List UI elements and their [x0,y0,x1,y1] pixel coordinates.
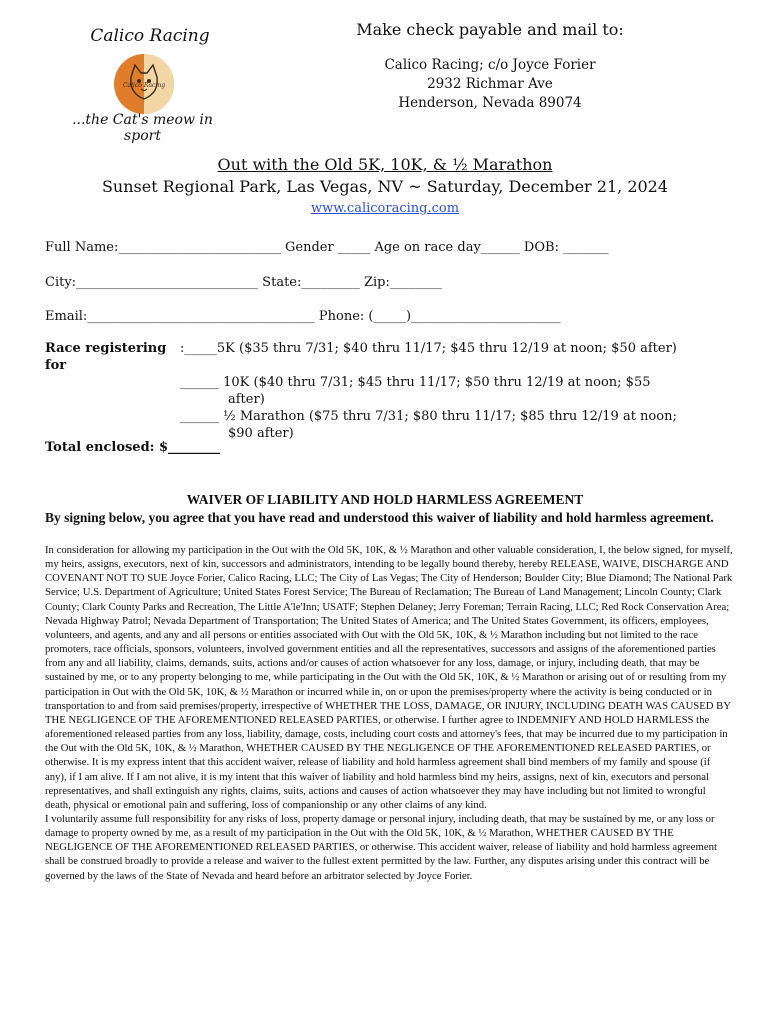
event-header [40,154,730,220]
form-line-name[interactable]: Full Name:_________________________ Gender _____ Age on race day______ DOB: _______ [45,240,609,255]
waiver-body [45,543,733,883]
form-line-email[interactable]: Email:___________________________________ Phone: (_____)_______________________ [45,309,561,324]
calico-racing-logo [55,26,230,144]
event-location-date: Sunset Regional Park, Las Vegas, NV ~ Saturday, December 21, 2024 [101,177,669,196]
race-option-10k[interactable]: ______ 10K ($40 thru 7/31; $45 thru 11/17; $50 thru 12/19 at noon; $55 [180,375,651,390]
waiver-title: WAIVER OF LIABILITY AND HOLD HARMLESS AGREEMENT [186,492,584,507]
calico-cat-emblem-icon [113,53,175,115]
waiver-paragraph: I voluntarily assume full responsibility for any risks of loss, property damage or personal injury, including death, that may be sustained by me, or any loss or damage to property owned by me, as a result of my participation in the Out with the Old 5K, 10K, & ½ Marathon, WHETHER CAUSED BY THE NEGLIGENCE OF THE AFOREMENTIONED RELEASED PARTIES, or otherwise. This accident waiver, release of liability and hold harmless agreement shall be construed broadly to provide a release and waiver to the fullest extent permitted by the law. Further, any disputes arising under this contract will be governed by the laws of the State of Nevada and heard before an arbitrator selected by Joyce Forier. [45,812,717,882]
race-option-10k-cont: after) [228,392,265,407]
race-option-half-marathon[interactable]: ______ ½ Marathon ($75 thru 7/31; $80 thru 11/17; $85 thru 12/19 at noon; [180,409,677,424]
waiver-lead: By signing below, you agree that you have read and understood this waiver of liability and hold harmless agreement. [45,510,714,525]
event-title: Out with the Old 5K, 10K, & ½ Marathon [217,155,553,174]
mail-address-line: 2932 Richmar Ave [427,76,553,92]
total-enclosed-field[interactable]: Total enclosed: $________ [45,440,221,455]
race-selection [45,340,735,442]
mail-address-line: Calico Racing; c/o Joyce Forier [384,57,596,73]
logo-title: Calico Racing [90,26,210,46]
mail-heading: Make check payable and mail to: [356,20,624,39]
race-option-half-marathon-cont: $90 after) [228,426,294,441]
race-option-5k[interactable]: :_____5K ($35 thru 7/31; $40 thru 11/17; $45 thru 12/19 at noon; $50 after) [180,341,677,356]
event-website-link[interactable]: www.calicoracing.com [310,201,460,216]
race-label: Race registering for [45,341,167,373]
form-line-city[interactable]: City:____________________________ State:_________ Zip:________ [45,275,442,290]
waiver-paragraph: In consideration for allowing my participation in the Out with the Old 5K, 10K, & ½ Marathon and other valuable consideration, I, the below signed, for myself, my heirs, assigns, executors, next of kin, successors and administrators, intending to be legally bound thereby, hereby RELEASE, WAIVE, DISCHARGE AND COVENANT NOT TO SUE Joyce Forier, Calico Racing, LLC; The City of Las Vegas; The City of Henderson; Boulder City; Blue Diamond; The National Park Service; U.S. Department of Agriculture; United States Forest Service; The Bureau of Reclamation; The Bureau of Land Management; Lincoln County; Clark County; Clark County Parks and Recreation, The Little A'le'Inn; USATF; Stephen Delaney; Jerry Foreman; Terrain Racing, LLC; Red Rock Conservation Area; Nevada Highway Patrol; Nevada Department of Transportation; The United States of America; and The United States Government, its officers, employees, volunteers, and agents, and any and all persons or entities associated with Out with the Old 5K, 10K, & ½ Marathon including but not limited to the race promoters, race officials, sponsors, volunteers, involved government entities and all the representatives, successors and assigns of the aforementioned parties from any and all liability, claims, demands, suits, actions and/or causes of action whatsoever for any loss, damage, or injury, including death, that may be sustained by me, or to any property belonging to me, while participating in the Out with the Old 5K, 10K, & ½ Marathon or arising out of or resulting from my participation in Out with the Old 5K, 10K, & ½ Marathon or incurred while in, on or upon the premises/property where the activity is being conducted or in transportation to and from said premises/property, irrespective of WHETHER THE LOSS, DAMAGE, OR INJURY, INCLUDING DEATH WAS CAUSED BY THE NEGLIGENCE OF THE AFOREMENTIONED RELEASED PARTIES, or otherwise. I further agree to INDEMNIFY AND HOLD HARMLESS the aforementioned released parties from any loss, liability, damage, costs, including court costs and attorney's fees, that may be incurred due to my participation in the Out with the Old 5K, 10K, & ½ Marathon, WHETHER CAUSED BY THE NEGLIGENCE OF THE AFOREMENTIONED RELEASED PARTIES, or otherwise. It is my express intent that this accident waiver, release of liability and hold harmless agreement shall bind members of my family and spouse (if any), if I am alive. If I am not alive, it is my intent that this waiver of liability and hold harmless bind my heirs, assigns, next of kin, executors and personal representatives, and shall extinguish any rights, claims, suits, actions and causes of action whatsoever they may have including but not limited to wrongful death, physical or emotional pain and suffering, loss of companionship or any other claims of any kind. [45,544,733,811]
logo-tagline: ...the Cat's meow in sport [72,112,213,144]
logo-badge-text: Calico Racing [122,82,166,89]
mail-address-line: Henderson, Nevada 89074 [398,95,582,111]
mail-to-block [300,20,680,113]
